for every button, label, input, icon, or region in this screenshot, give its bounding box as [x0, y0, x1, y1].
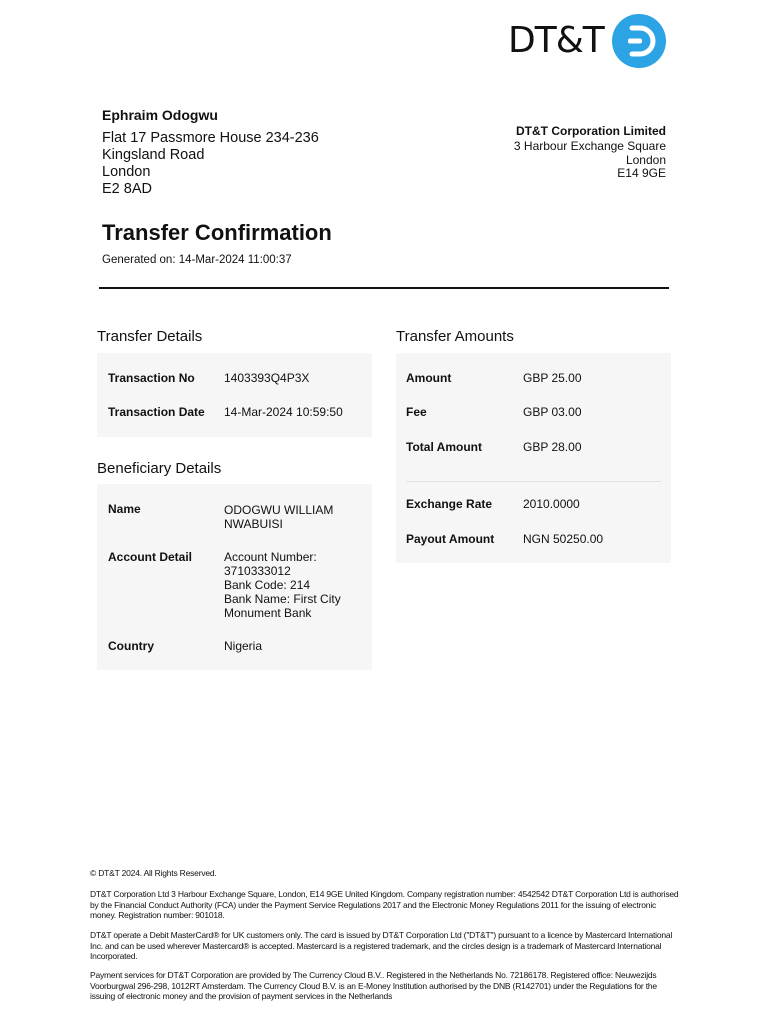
country-value: Nigeria: [224, 639, 263, 653]
account-detail-value: Bank Name: First City: [224, 592, 341, 606]
total-amount-value: GBP 28.00: [523, 440, 582, 454]
amount-label: Amount: [406, 371, 452, 385]
payout-amount-value: NGN 50250.00: [523, 532, 604, 546]
sender-address-line: London: [102, 164, 151, 180]
amount-value: GBP 25.00: [523, 371, 582, 385]
account-detail-value: Monument Bank: [224, 606, 312, 620]
sender-address-line: Kingsland Road: [102, 147, 205, 163]
beneficiary-name-value: NWABUISI: [224, 517, 283, 531]
logo-wordmark: DT&T: [508, 20, 604, 61]
fee-label: Fee: [406, 405, 427, 419]
company-name: DT&T Corporation Limited: [516, 124, 666, 138]
transaction-date-value: 14-Mar-2024 10:59:50: [224, 405, 343, 419]
footer-registration: DT&T Corporation Ltd 3 Harbour Exchange Square, London, E14 9GE United Kingdom. Company registration number: 4542542 DT&T Corporation Ltd is authorised by the Financial Conduct Authority (FCA) under the Payment Service Regulations 2017 and the Electronic Money Regulations 2011 for the issuing of electronic money. Registration number: 901018.: [90, 889, 679, 920]
exchange-rate-label: Exchange Rate: [406, 497, 493, 511]
footer-card-notice: DT&T operate a Debit MasterCard® for UK customers only. The card is issued by DT&T Corporation Ltd ("DT&T") pursuant to a licence by Mastercard International Inc. and can be used wherever Mastercard® is accepted. Mastercard is a registered trademark, and the circles design is a trademark of Mastercard International Incorporated.: [90, 930, 673, 961]
beneficiary-name-label: Name: [108, 502, 141, 516]
transaction-no-label: Transaction No: [108, 371, 195, 385]
sender-address-line: Flat 17 Passmore House 234-236: [102, 130, 319, 146]
header-divider: [99, 287, 669, 289]
transfer-amounts-title: Transfer Amounts: [396, 328, 514, 345]
page-title: Transfer Confirmation: [102, 220, 332, 245]
sender-name: Ephraim Odogwu: [102, 107, 218, 123]
company-address-line: E14 9GE: [617, 166, 666, 180]
dtt-logo-icon: [612, 14, 666, 68]
generated-timestamp: Generated on: 14-Mar-2024 11:00:37: [102, 254, 292, 266]
beneficiary-name-value: ODOGWU WILLIAM: [224, 503, 334, 517]
company-address-line: 3 Harbour Exchange Square: [513, 139, 666, 153]
transfer-details-panel: [97, 353, 372, 437]
footer-payment-services: Payment services for DT&T Corporation are provided by The Currency Cloud B.V.. Registered in the Netherlands No. 72186178. Registered office: Neuwezijds Voorburgwal 296-298, 1012RT Amsterdam. The Currency Cloud B.V. is an E-Money Institution authorised by the DNB (R142701) under the Regulations for the issuing of electronic money and the provision of payment services in the Netherlands: [90, 970, 657, 1001]
account-detail-value: 3710333012: [224, 564, 291, 578]
transfer-details-title: Transfer Details: [97, 328, 203, 345]
account-detail-value: Account Number:: [224, 550, 317, 564]
payout-amount-label: Payout Amount: [406, 532, 495, 546]
beneficiary-details-title: Beneficiary Details: [97, 460, 222, 477]
footer-copyright: © DT&T 2024. All Rights Reserved.: [90, 868, 217, 878]
account-detail-value: Bank Code: 214: [224, 578, 311, 592]
total-amount-label: Total Amount: [406, 440, 482, 454]
account-detail-label: Account Detail: [108, 550, 193, 564]
country-label: Country: [108, 639, 154, 653]
transaction-date-label: Transaction Date: [108, 405, 205, 419]
exchange-rate-value: 2010.0000: [523, 497, 580, 511]
fee-value: GBP 03.00: [523, 405, 582, 419]
sender-address-line: E2 8AD: [102, 181, 152, 197]
transaction-no-value: 1403393Q4P3X: [224, 371, 310, 385]
company-address-line: London: [625, 153, 666, 167]
amounts-divider: [406, 481, 661, 482]
